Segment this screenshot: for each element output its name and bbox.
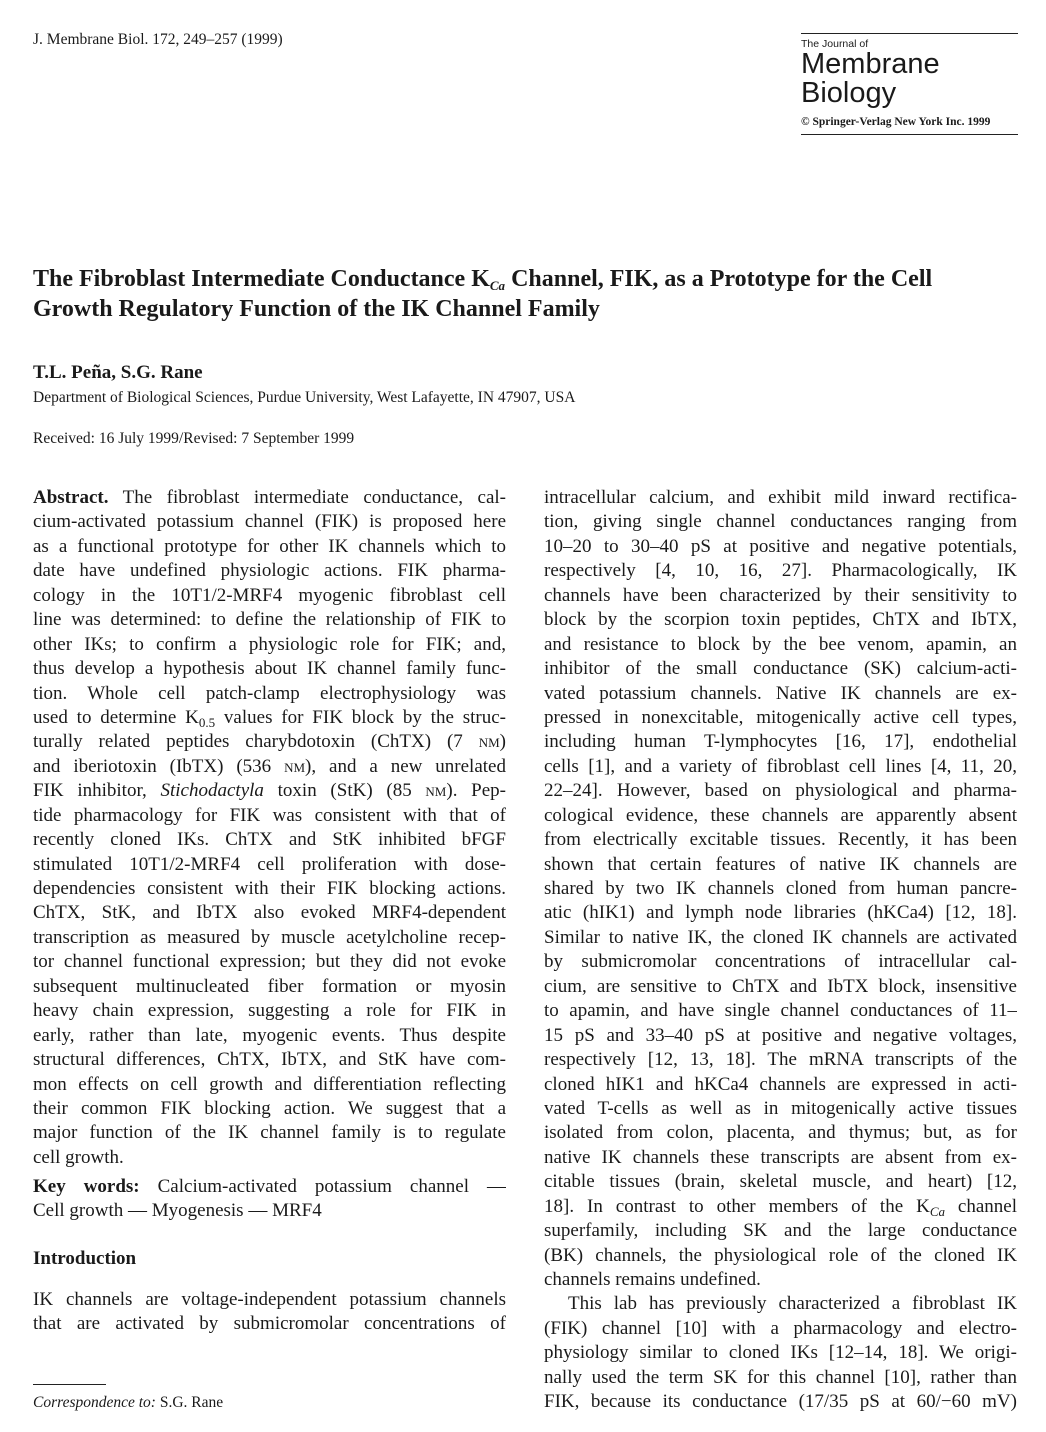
- text-run: from electrically excitable tissues. Recently, it has been: [544, 829, 1017, 851]
- text-run: as a functional prototype for other IK channels which to: [33, 535, 506, 557]
- text-line: [544, 926, 1017, 950]
- text-run: intracellular calcium, and exhibit mild inward rectifica-: [544, 487, 1017, 508]
- affiliation: Department of Biological Sciences, Purdue University, West Lafayette, IN 47907, USA: [33, 389, 576, 406]
- text-run: ), and a new unrelated: [305, 755, 506, 777]
- text-run: isolated from colon, placenta, and thymus; but, as for: [544, 1122, 1017, 1144]
- text-run: cloned hIK1 and hKCa4 channels are expressed in acti-: [544, 1073, 1017, 1095]
- text-line: [33, 1024, 506, 1048]
- text-run: Calcium-activated potassium channel —: [139, 1176, 506, 1197]
- logo-title-line2: Biology: [801, 77, 897, 109]
- text-run: Cell growth — Myogenesis — MRF4: [33, 1200, 322, 1222]
- text-run: major function of the IK channel family is to regulate: [33, 1122, 506, 1144]
- styled-text-run: Ca: [489, 278, 506, 293]
- text-line: [544, 779, 1017, 803]
- text-run: superfamily, including SK and the large conductance: [544, 1220, 1017, 1242]
- text-run: vated T-cells as well as in mitogenically active tissues: [544, 1097, 1017, 1119]
- text-run: cium-activated potassium channel (FIK) is proposed here: [33, 511, 506, 533]
- authors: T.L. Peña, S.G. Rane: [33, 362, 203, 383]
- text-line: [33, 608, 506, 632]
- text-run: The Fibroblast Intermediate Conductance K: [33, 266, 490, 292]
- text-run: 10–20 to 30–40 pS at positive and negative potentials,: [544, 535, 1017, 557]
- text-run: native IK channels these transcripts are absent from ex-: [544, 1146, 1017, 1168]
- text-line: [33, 486, 506, 510]
- text-run: that are activated by submicromolar concentrations of: [33, 1313, 506, 1335]
- text-run: early, rather than late, myogenic events. Thus despite: [33, 1024, 506, 1046]
- text-run: cological evidence, these channels are apparently absent: [544, 804, 1017, 826]
- text-run: (BK) channels, the physiological role of the cloned IK: [544, 1244, 1017, 1266]
- text-run: their common FIK blocking action. We suggest that a: [33, 1097, 506, 1119]
- introduction-text: [33, 1288, 506, 1337]
- text-line: [544, 657, 1017, 681]
- text-run: physiology similar to cloned IKs [12–14, 18]. We origi-: [544, 1342, 1017, 1364]
- text-line: [33, 926, 506, 950]
- text-line: [33, 559, 506, 583]
- text-line: [544, 755, 1017, 779]
- footnote-label: Correspondence to:: [33, 1394, 156, 1411]
- text-run: channel: [944, 1195, 1017, 1217]
- text-line: [33, 1073, 506, 1097]
- text-run: by submicromolar concentrations of intracellular cal-: [544, 951, 1017, 973]
- text-line: [544, 682, 1017, 706]
- text-line: [33, 682, 506, 706]
- text-line: [33, 510, 506, 534]
- abstract: [33, 486, 506, 1170]
- text-line: [544, 975, 1017, 999]
- correspondence-footnote: [33, 1394, 223, 1412]
- text-line: [33, 1121, 506, 1145]
- text-line: [544, 1390, 1017, 1414]
- styled-text-run: nm: [284, 755, 306, 777]
- styled-text-run: nm: [425, 780, 447, 802]
- text-run: structural differences, ChTX, IbTX, and StK have com-: [33, 1049, 506, 1071]
- styled-text-run: 0.5: [198, 714, 216, 730]
- title-line: [33, 294, 1023, 324]
- text-line: [544, 828, 1017, 852]
- text-run: inhibitor of the small conductance (SK) calcium-acti-: [544, 658, 1017, 680]
- text-line: [544, 1024, 1017, 1048]
- text-run: citable tissues (brain, skeletal muscle, and heart) [12,: [544, 1171, 1017, 1193]
- text-line: [544, 901, 1017, 925]
- text-run: channels remains undefined.: [544, 1269, 761, 1290]
- text-run: and iberiotoxin (IbTX) (536: [33, 755, 285, 777]
- text-run: The fibroblast intermediate conductance, cal-: [108, 487, 506, 508]
- text-line: [33, 828, 506, 852]
- text-line: [544, 853, 1017, 877]
- text-run: FIK inhibitor,: [33, 780, 161, 802]
- text-run: atic (hIK1) and lymph node libraries (hKCa4) [12, 18].: [544, 902, 1017, 924]
- right-column-text: [544, 486, 1017, 1415]
- text-run: to apamin, and have single channel conductances of 11–: [544, 1000, 1017, 1022]
- text-line: [33, 1097, 506, 1121]
- text-run: ): [499, 731, 506, 753]
- text-run: including human T-lymphocytes [16, 17], endothelial: [544, 731, 1017, 753]
- text-line: [544, 1048, 1017, 1072]
- text-line: [33, 901, 506, 925]
- text-run: ChTX, StK, and IbTX also evoked MRF4-dependent: [33, 902, 506, 924]
- text-line: [544, 1317, 1017, 1341]
- text-line: [544, 1170, 1017, 1194]
- text-run: Growth Regulatory Function of the IK Channel Family: [33, 296, 600, 322]
- text-run: pressed in nonexcitable, mitogenically active cell types,: [544, 706, 1017, 728]
- text-line: [33, 853, 506, 877]
- text-run: 18]. In contrast to other members of the K: [544, 1195, 930, 1217]
- keywords: [33, 1175, 506, 1224]
- text-run: cology in the 10T1/2-MRF4 myogenic fibroblast cell: [33, 584, 506, 606]
- text-line: [544, 1121, 1017, 1145]
- text-line: [33, 535, 506, 559]
- text-line: [544, 1268, 1017, 1292]
- logo-small-text: The Journal of: [801, 38, 869, 50]
- paper-title: [33, 264, 1023, 324]
- text-line: [544, 584, 1017, 608]
- text-line: [33, 999, 506, 1023]
- text-run: other IKs; to confirm a physiologic role for FIK; and,: [33, 633, 506, 655]
- text-run: tion, giving single channel conductances ranging from: [544, 511, 1017, 533]
- text-line: [33, 1312, 506, 1336]
- text-line: [544, 559, 1017, 583]
- styled-text-run: nm: [478, 731, 500, 753]
- text-run: used to determine K: [33, 706, 199, 728]
- footnote-name: S.G. Rane: [155, 1394, 224, 1411]
- text-run: mon effects on cell growth and differentiation reflecting: [33, 1073, 506, 1095]
- text-run: shared by two IK channels cloned from human pancre-: [544, 878, 1017, 899]
- text-line: [544, 1219, 1017, 1243]
- text-run: respectively [12, 13, 18]. The mRNA transcripts of the: [544, 1049, 1017, 1071]
- title-line: [33, 264, 1023, 294]
- received-dates: Received: 16 July 1999/Revised: 7 September 1999: [33, 430, 355, 447]
- text-run: line was determined: to define the relationship of FIK to: [33, 609, 506, 631]
- section-heading-introduction: Introduction: [33, 1248, 137, 1269]
- running-head: J. Membrane Biol. 172, 249–257 (1999): [33, 31, 283, 48]
- text-line: [544, 535, 1017, 559]
- text-line: [544, 1341, 1017, 1365]
- text-line: [33, 755, 506, 779]
- text-run: toxin (StK) (85: [263, 780, 426, 802]
- text-line: [544, 999, 1017, 1023]
- text-run: block by the scorpion toxin peptides, ChTX and IbTX,: [544, 609, 1017, 631]
- text-run: IK channels are voltage-independent potassium channels: [33, 1289, 506, 1310]
- text-line: [544, 877, 1017, 901]
- text-line: [544, 706, 1017, 730]
- text-line: [33, 730, 506, 754]
- text-run: nally used the term SK for this channel [10], rather than: [544, 1366, 1017, 1388]
- text-run: recently cloned IKs. ChTX and StK inhibited bFGF: [33, 829, 506, 851]
- styled-text-run: Ca: [929, 1203, 945, 1219]
- text-line: [544, 1195, 1017, 1219]
- logo-title-line1: Membrane: [801, 48, 940, 80]
- text-line: [33, 584, 506, 608]
- text-run: 15 pS and 33–40 pS at positive and negative voltages,: [544, 1024, 1017, 1046]
- text-line: [33, 950, 506, 974]
- text-line: [544, 1146, 1017, 1170]
- text-run: transcription as measured by muscle acetylcholine recep-: [33, 926, 506, 948]
- styled-text-run: Abstract.: [33, 487, 109, 508]
- text-run: values for FIK block by the struc-: [215, 706, 506, 728]
- text-run: FIK, because its conductance (17/35 pS at 60/−60 mV): [544, 1391, 1017, 1413]
- styled-text-run: Key words:: [33, 1176, 140, 1197]
- text-line: [544, 950, 1017, 974]
- text-run: Similar to native IK, the cloned IK channels are activated: [544, 926, 1017, 948]
- text-line: [544, 1292, 1017, 1316]
- text-run: (FIK) channel [10] with a pharmacology and electro-: [544, 1317, 1017, 1339]
- text-run: tor channel functional expression; but they did not evoke: [33, 951, 506, 973]
- text-line: [33, 804, 506, 828]
- text-run: cell growth.: [33, 1146, 124, 1168]
- text-run: cells [1], and a variety of fibroblast cell lines [4, 11, 20,: [544, 755, 1017, 777]
- styled-text-run: Stichodactyla: [160, 780, 264, 802]
- text-run: channels have been characterized by their sensitivity to: [544, 584, 1017, 606]
- text-line: [33, 1288, 506, 1312]
- text-run: This lab has previously characterized a fibroblast IK: [568, 1293, 1017, 1315]
- text-run: 22–24]. However, based on physiological and pharma-: [544, 780, 1017, 802]
- text-line: [33, 1199, 506, 1223]
- text-line: [33, 1146, 506, 1170]
- text-line: [33, 1048, 506, 1072]
- text-run: tide pharmacology for FIK was consistent with that of: [33, 804, 506, 826]
- text-line: [544, 486, 1017, 510]
- text-line: [544, 1097, 1017, 1121]
- text-run: ). Pep-: [446, 780, 506, 802]
- text-run: turally related peptides charybdotoxin (ChTX) (7: [33, 731, 479, 753]
- text-line: [544, 1366, 1017, 1390]
- text-run: respectively [4, 10, 16, 27]. Pharmacologically, IK: [544, 560, 1017, 582]
- copyright: © Springer-Verlag New York Inc. 1999: [801, 116, 991, 128]
- text-line: [544, 608, 1017, 632]
- text-line: [33, 633, 506, 657]
- text-run: subsequent multinucleated fiber formation or myosin: [33, 975, 506, 997]
- text-run: vated potassium channels. Native IK channels are ex-: [544, 682, 1017, 704]
- text-line: [544, 510, 1017, 534]
- text-line: [544, 730, 1017, 754]
- text-run: stimulated 10T1/2-MRF4 cell proliferation with dose-: [33, 853, 506, 875]
- text-run: heavy chain expression, suggesting a role for FIK in: [33, 1000, 506, 1022]
- text-run: and resistance to block by the bee venom, apamin, an: [544, 633, 1017, 655]
- text-line: [33, 975, 506, 999]
- text-line: [33, 706, 506, 730]
- text-line: [33, 1175, 506, 1199]
- text-line: [544, 633, 1017, 657]
- text-line: [33, 657, 506, 681]
- text-run: shown that certain features of native IK channels are: [544, 853, 1017, 875]
- journal-logo: [801, 33, 1018, 135]
- text-line: [544, 1244, 1017, 1268]
- text-line: [544, 804, 1017, 828]
- text-line: [33, 877, 506, 901]
- text-run: cium, are sensitive to ChTX and IbTX block, insensitive: [544, 975, 1017, 997]
- text-run: thus develop a hypothesis about IK channel family func-: [33, 658, 506, 680]
- text-run: dependencies consistent with their FIK blocking actions.: [33, 878, 506, 899]
- text-run: tion. Whole cell patch-clamp electrophysiology was: [33, 682, 506, 704]
- text-line: [33, 779, 506, 803]
- text-run: date have undefined physiologic actions. FIK pharma-: [33, 560, 506, 582]
- footnote-rule: [33, 1384, 106, 1385]
- text-run: Channel, FIK, as a Prototype for the Cell: [505, 266, 933, 292]
- text-line: [544, 1073, 1017, 1097]
